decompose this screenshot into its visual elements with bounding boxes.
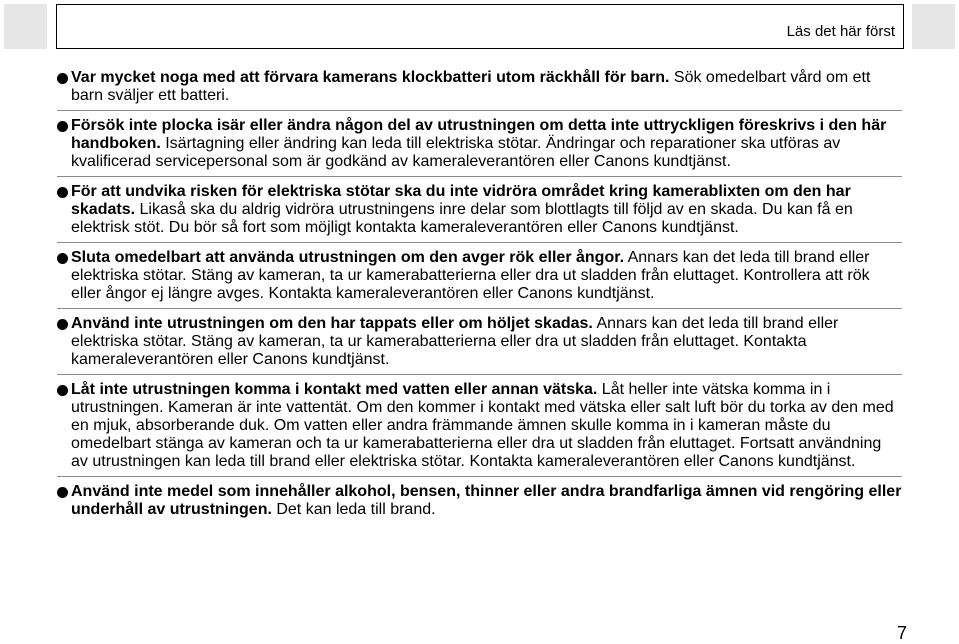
list-item: [57, 249, 902, 309]
list-item: [57, 483, 902, 524]
item-bold-text: Använd inte utrustningen om den har tappats eller om höljet skadas.: [71, 315, 593, 332]
section-title: Läs det här först: [786, 23, 895, 40]
corner-tab-right: [912, 4, 955, 49]
item-text: Annars kan det leda till brand eller elektriska stötar. Stäng av kameran, ta ur kamerabatterierna eller dra ut sladden från eluttaget. Kontrollera att rök eller ångor ej längre avges. Kontakta kameraleverantören eller Canons kundtjänst.: [71, 249, 870, 302]
item-bold-text: För att undvika risken för elektriska stötar ska du inte vidröra området kring kamerablixten om den har skadats.: [71, 183, 851, 218]
list-item: [57, 69, 902, 111]
item-bold-text: Använd inte medel som innehåller alkohol, bensen, thinner eller andra brandfarliga ämnen vid rengöring eller underhåll av utrustningen.: [71, 483, 902, 518]
header-box: [56, 4, 904, 49]
list-item: [57, 381, 902, 477]
bullet-icon: [57, 121, 68, 132]
list-item: [57, 183, 902, 243]
item-bold-text: Försök inte plocka isär eller ändra någon del av utrustningen om detta inte uttryckligen föreskrivs i den här handboken.: [71, 117, 887, 152]
list-item: [57, 117, 902, 177]
item-text: Likaså ska du aldrig vidröra utrustningens inre delar som blottlagts till följd av en skada. Du kan få en elektrisk stöt. Du bör så fort som möjligt kontakta kameraleverantören eller Canons kundtjänst.: [71, 201, 853, 236]
bullet-icon: [57, 319, 68, 330]
item-bold-text: Var mycket noga med att förvara kamerans klockbatteri utom räckhåll för barn.: [71, 69, 670, 86]
item-text: Sök omedelbart vård om ett barn sväljer ett batteri.: [71, 69, 871, 104]
bullet-icon: [57, 253, 68, 264]
bullet-icon: [57, 487, 68, 498]
item-text: Det kan leda till brand.: [271, 501, 436, 518]
item-text: Isärtagning eller ändring kan leda till elektriska stötar. Ändringar och reparationer ska utföras av kvalificerad servicepersonal som är godkänd av kameraleverantören eller Canons kundtjänst.: [71, 135, 841, 170]
bullet-icon: [57, 385, 68, 396]
list-item: [57, 315, 902, 375]
item-bold-text: Sluta omedelbart att använda utrustningen om den avger rök eller ångor.: [71, 249, 625, 266]
bullet-icon: [57, 73, 68, 84]
item-bold-text: Låt inte utrustningen komma i kontakt med vatten eller annan vätska.: [71, 381, 598, 398]
safety-list: [57, 69, 902, 530]
bullet-icon: [57, 187, 68, 198]
item-text: Annars kan det leda till brand eller elektriska stötar. Stäng av kameran, ta ur kamerabatterierna eller dra ut sladden från eluttaget. Kontakta kameraleverantören eller Canons kundtjänst.: [71, 315, 839, 368]
item-text: Låt heller inte vätska komma in i utrustningen. Kameran är inte vattentät. Om den kommer i kontakt med vätska eller salt luft bör du torka av den med en mjuk, absorberande duk. Om vatten eller andra främmande ämnen skulle komma in i kameran måste du omedelbart stänga av kameran och ta ur kamerabatterierna eller dra ut sladden från eluttaget. Fortsatt användning av utrustningen kan leda till brand eller elektriska stötar. Kontakta kameraleverantören eller Canons kundtjänst.: [71, 381, 894, 470]
corner-tab-left: [4, 4, 47, 49]
page-number: 7: [896, 623, 907, 643]
